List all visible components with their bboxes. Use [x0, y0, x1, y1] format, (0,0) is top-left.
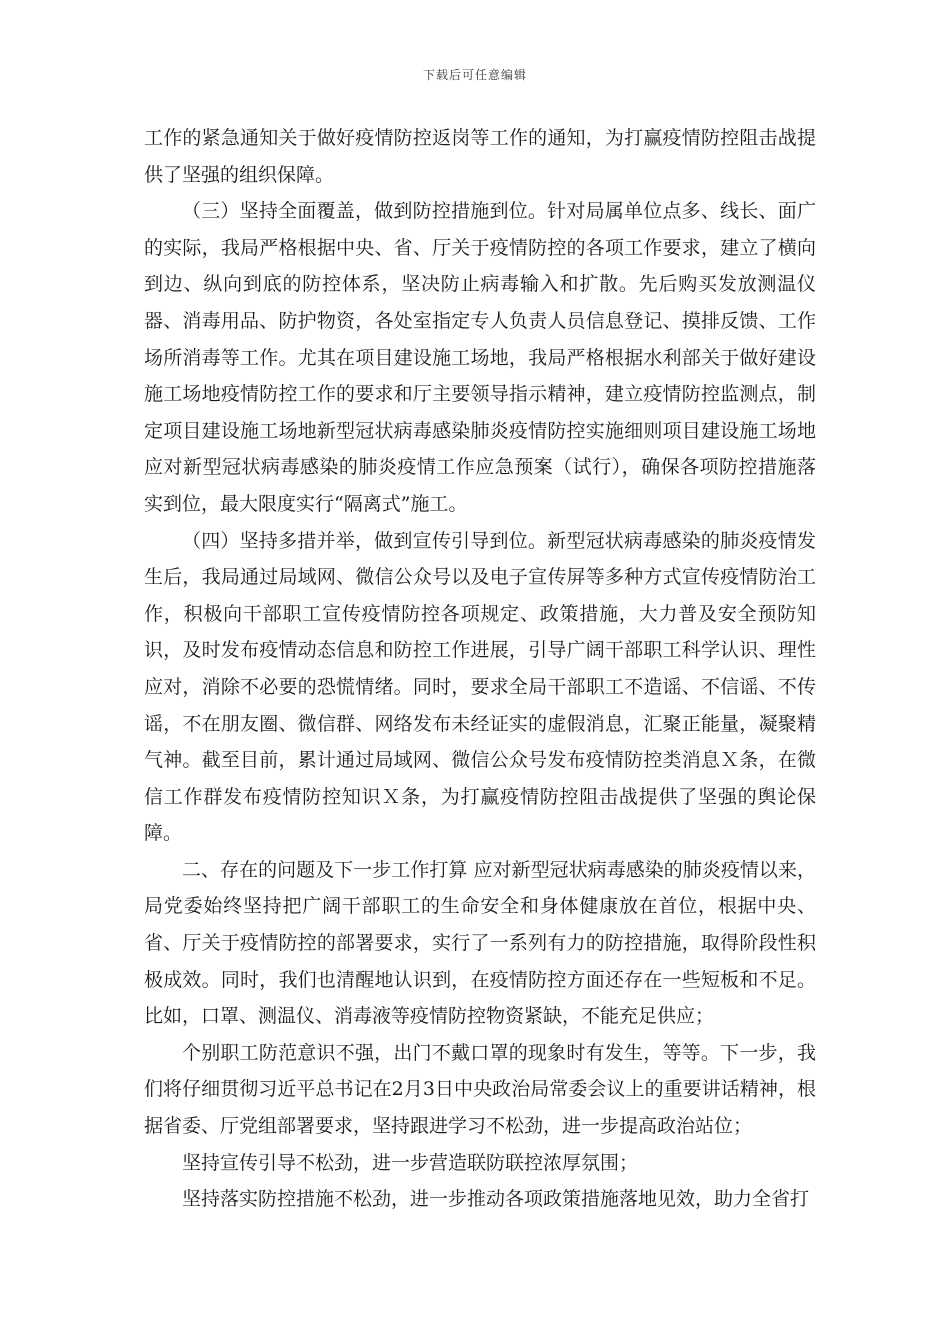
paragraph-7: 坚持落实防控措施不松劲，进一步推动各项政策措施落地见效，助力全省打 — [182, 1188, 810, 1211]
paragraph-5: 个别职工防范意识不强，出门不戴口罩的现象时有发生，等等。下一步，我们将仔细贯彻习近平总书记在2月3日中央政治局常委会议上的重要讲话精神，根据省委、厅党组部署要求，坚持跟进学习不松劲，进一步提高政治站位； — [144, 1041, 816, 1138]
paragraph-6: 坚持宣传引导不松劲，进一步营造联防联控浓厚氛围； — [182, 1151, 639, 1174]
paragraph-1: 工作的紧急通知关于做好疫情防控返岗等工作的通知，为打赢疫情防控阻击战提供了坚强的组织保障。 — [144, 127, 816, 186]
paragraph-4: 二、存在的问题及下一步工作打算 应对新型冠状病毒感染的肺炎疫情以来，局党委始终坚持把广阔干部职工的生命安全和身体健康放在首位，根据中央、省、厅关于疫情防控的部署要求，实行了一系列有力的防控措施，取得阶段性积极成效。同时，我们也清醒地认识到，在疫情防控方面还存在一些短板和不足。比如，口罩、测温仪、消毒液等疫情防控物资紧缺，不能充足供应； — [144, 858, 816, 1028]
paragraph-3: （四）坚持多措并举，做到宣传引导到位。新型冠状病毒感染的肺炎疫情发生后，我局通过局域网、微信公众号以及电子宣传屏等多种方式宣传疫情防治工作，积极向干部职工宣传疫情防控各项规定、政策措施，大力普及安全预防知识，及时发布疫情动态信息和防控工作进展，引导广阔干部职工科学认识、理性应对，消除不必要的恐慌情绪。同时，要求全局干部职工不造谣、不信谣、不传谣，不在朋友圈、微信群、网络发布未经证实的虚假消息，汇聚正能量，凝聚精气神。截至目前，累计通过局域网、微信公众号发布疫情防控类消息Ｘ条，在微信工作群发布疫情防控知识Ｘ条，为打赢疫情防控阻击战提供了坚强的舆论保障。 — [144, 529, 816, 845]
page-header-note: 下载后可任意编辑 — [422, 68, 527, 82]
paragraph-2: （三）坚持全面覆盖，做到防控措施到位。针对局属单位点多、线长、面广的实际，我局严格根据中央、省、厅关于疫情防控的各项工作要求，建立了横向到边、纵向到底的防控体系，坚决防止病毒输入和扩散。先后购买发放测温仪器、消毒用品、防护物资，各处室指定专人负责人员信息登记、摸排反馈、工作场所消毒等工作。尤其在项目建设施工场地，我局严格根据水利部关于做好建设施工场地疫情防控工作的要求和厅主要领导指示精神，建立疫情防控监测点，制定项目建设施工场地新型冠状病毒感染肺炎疫情防控实施细则项目建设施工场地应对新型冠状病毒感染的肺炎疫情工作应急预案（试行），确保各项防控措施落实到位，最大限度实行“隔离式”施工。 — [144, 200, 816, 515]
document-body — [144, 120, 816, 1218]
